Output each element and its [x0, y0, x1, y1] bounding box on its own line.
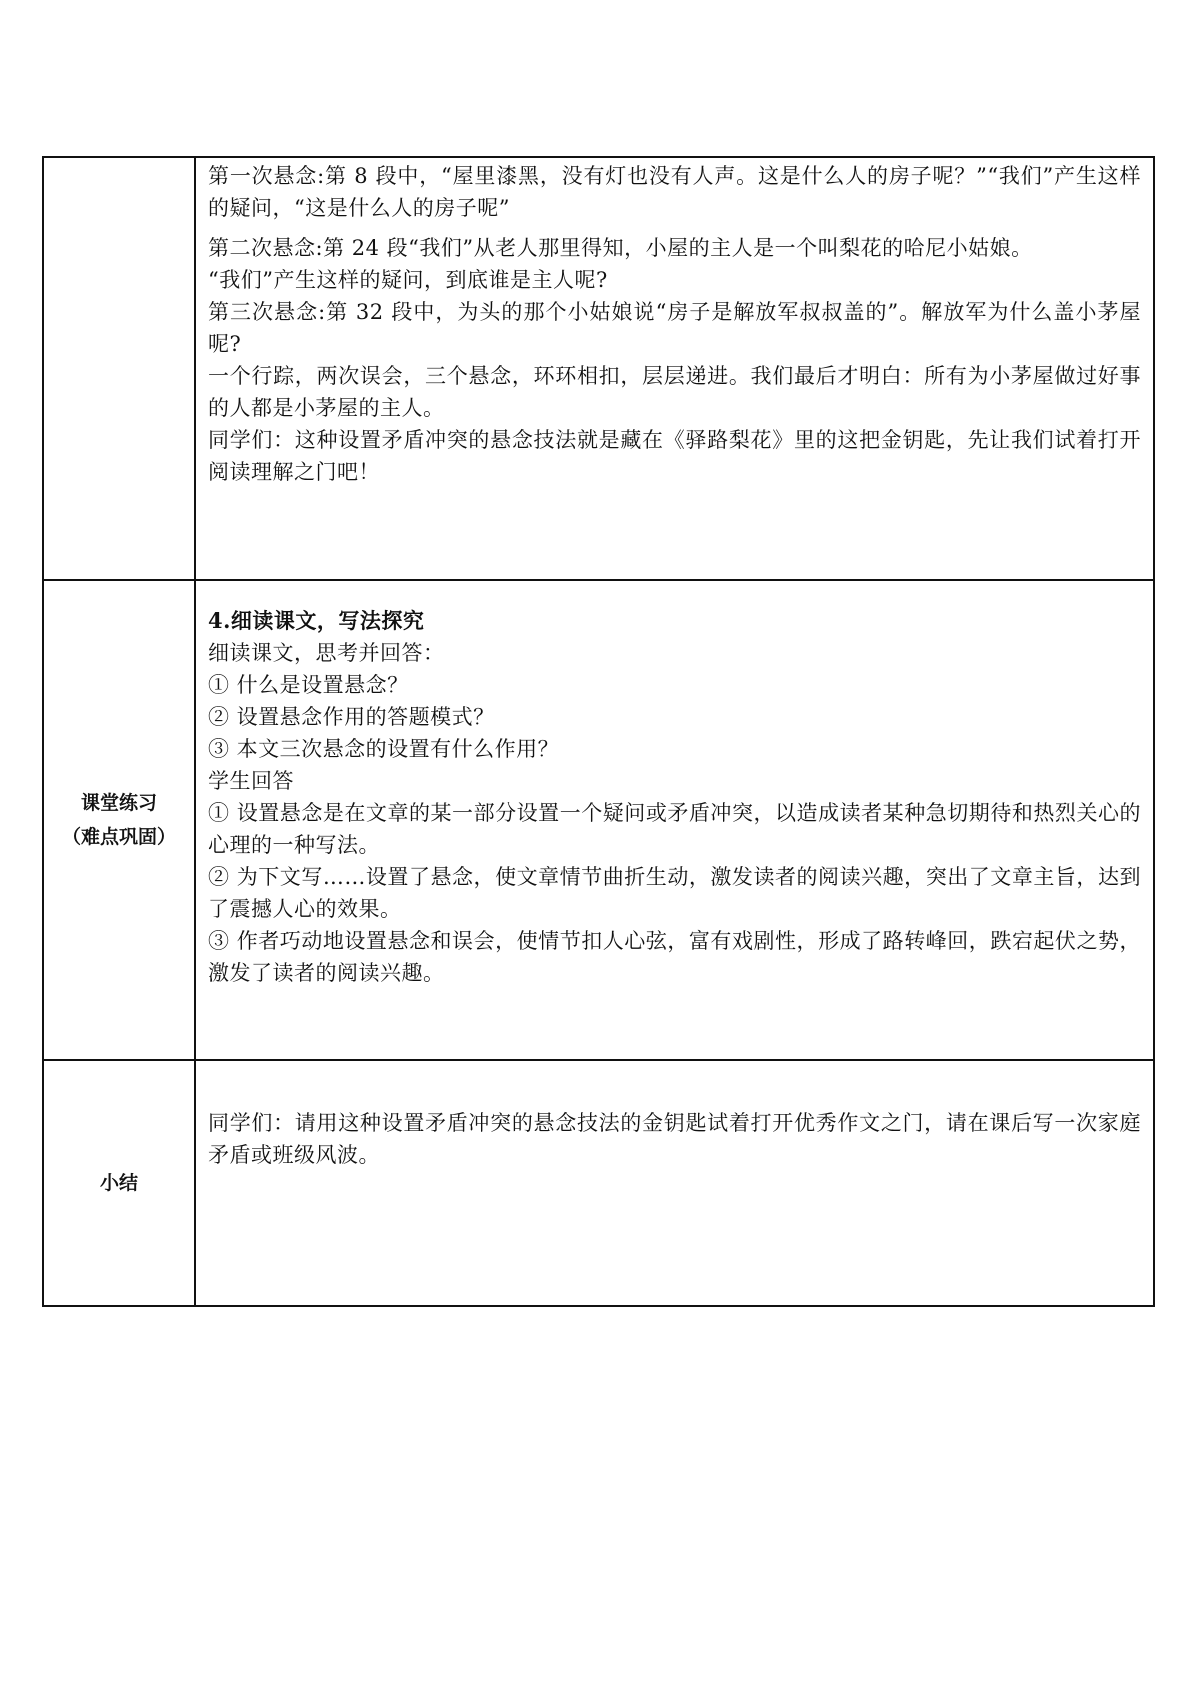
paragraph-summary-task: 同学们：请用这种设置矛盾冲突的悬念技法的金钥匙试着打开优秀作文之门，请在课后写一次家庭矛盾或班级风波。 [208, 1111, 1141, 1167]
question-item: ① 什么是设置悬念？ [208, 673, 409, 697]
section-heading: 4.细读课文，写法探究 [208, 608, 425, 633]
table-row [43, 1060, 1154, 1306]
paragraph-student-answer: 学生回答 [208, 769, 294, 793]
paragraph-suspense-3: 第三次悬念:第 32 段中，为头的那个小姑娘说“房子是解放军叔叔盖的”。解放军为什么盖小茅屋呢? [208, 300, 1141, 356]
answer-item: ② 为下文写……设置了悬念，使文章情节曲折生动，激发读者的阅读兴趣，突出了文章主旨，达到了震撼人心的效果。 [208, 865, 1141, 921]
question-item: ② 设置悬念作用的答题模式？ [208, 705, 495, 729]
paragraph-suspense-2: 第二次悬念:第 24 段“我们”从老人那里得知，小屋的主人是一个叫梨花的哈尼小姑娘。 [208, 236, 1033, 260]
paragraph-instruction: 细读课文，思考并回答： [208, 641, 445, 665]
section-label-cell [43, 157, 195, 580]
question-item: ③ 本文三次悬念的设置有什么作用？ [208, 737, 560, 761]
answer-item: ③ 作者巧动地设置悬念和误会，使情节扣人心弦，富有戏剧性，形成了路转峰回，跌宕起伏之势，激发了读者的阅读兴趣。 [208, 929, 1141, 985]
section-label-summary: 小结 [99, 1172, 138, 1194]
section-label-practice: 课堂练习 [80, 792, 157, 814]
table-row [43, 157, 1154, 580]
paragraph-question: “我们”产生这样的疑问，到底谁是主人呢? [208, 268, 608, 292]
section-content-cell [195, 1060, 1154, 1306]
section-content-cell [195, 157, 1154, 580]
section-label-practice-sub: （难点巩固） [61, 826, 176, 848]
paragraph-suspense-1: 第一次悬念:第 8 段中，“屋里漆黑，没有灯也没有人声。这是什么人的房子呢？”“我们”产生这样的疑问，“这是什么人的房子呢” [208, 164, 1141, 220]
paragraph-summary: 一个行踪，两次误会，三个悬念，环环相扣，层层递进。我们最后才明白：所有为小茅屋做过好事的人都是小茅屋的主人。 [208, 364, 1141, 420]
lesson-plan-table [42, 156, 1155, 1307]
answer-item: ① 设置悬念是在文章的某一部分设置一个疑问或矛盾冲突，以造成读者某种急切期待和热烈关心的心理的一种写法。 [208, 801, 1141, 857]
section-label-cell [43, 580, 195, 1060]
section-label-cell [43, 1060, 195, 1306]
section-content-cell [195, 580, 1154, 1060]
table-row [43, 580, 1154, 1060]
paragraph-conclusion: 同学们：这种设置矛盾冲突的悬念技法就是藏在《驿路梨花》里的这把金钥匙，先让我们试着打开阅读理解之门吧！ [208, 428, 1141, 484]
